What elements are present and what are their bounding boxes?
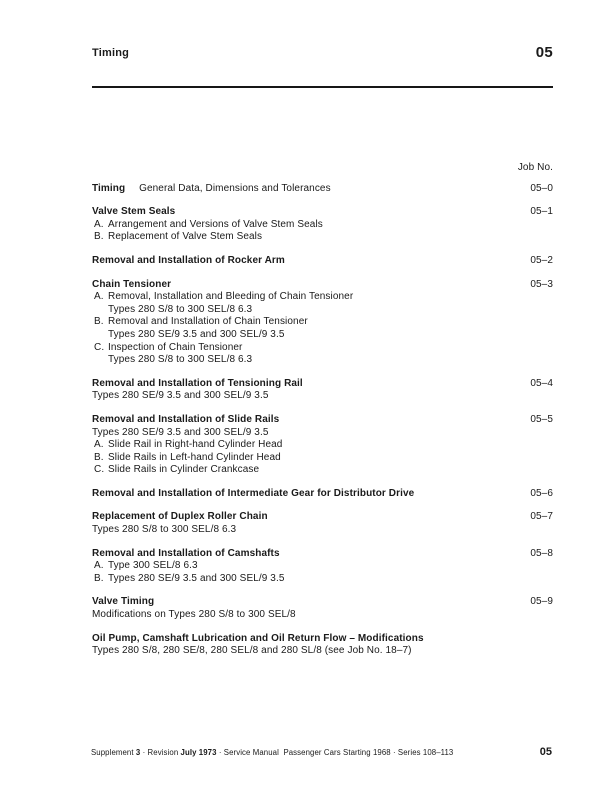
- line-text: Types 280 S/8 to 300 SEL/8 6.3: [92, 524, 237, 536]
- entry-heading: [92, 255, 553, 268]
- line-text: Types 280 S/8, 280 SE/8, 280 SEL/8 and 280 SL/8 (see Job No. 18–7): [92, 645, 412, 657]
- entry-line: [92, 609, 553, 622]
- entry-line: [92, 231, 553, 244]
- line-label: B.: [94, 231, 104, 243]
- toc-entry: [92, 183, 553, 196]
- entry-heading: [92, 511, 553, 524]
- line-text: Type 300 SEL/8 6.3: [108, 560, 198, 572]
- entry-heading: [92, 488, 553, 501]
- entry-title: Removal and Installation of Intermediate Gear for Distributor Drive: [92, 487, 415, 499]
- entry-line: [92, 354, 553, 367]
- footer-segment: · Service Manual Passenger Cars Starting 1968 · Series 108–113: [216, 748, 454, 757]
- page-header: [92, 44, 553, 61]
- entry-line: [92, 524, 553, 537]
- entry-title-suffix: General Data, Dimensions and Tolerances: [139, 182, 331, 194]
- toc-entries: [92, 183, 553, 658]
- line-text: Types 280 SE/9 3.5 and 300 SEL/9 3.5: [92, 426, 269, 438]
- entry-line: [92, 304, 553, 317]
- toc-entry: [92, 378, 553, 403]
- entry-heading: [92, 183, 553, 196]
- entry-line: [92, 427, 553, 440]
- toc-entry: [92, 279, 553, 367]
- footer-segment: 3: [135, 748, 141, 757]
- line-label: A.: [94, 560, 104, 572]
- entry-lines: [92, 645, 553, 658]
- entry-lines: [92, 390, 553, 403]
- footer-page-number: 05: [539, 746, 552, 758]
- entry-title: Chain Tensioner: [92, 278, 172, 290]
- toc-entry: [92, 414, 553, 477]
- entry-title: Removal and Installation of Tensioning Rail: [92, 377, 303, 389]
- line-text: Inspection of Chain Tensioner: [108, 341, 243, 353]
- job-no-label: Job No.: [517, 162, 553, 173]
- entry-lines: [92, 291, 553, 367]
- entry-line: [92, 645, 553, 658]
- entry-job-number: 05–3: [530, 278, 553, 290]
- line-text: Types 280 SE/9 3.5 and 300 SEL/9 3.5: [108, 572, 285, 584]
- toc-entry: [92, 206, 553, 244]
- section-number: 05: [535, 44, 553, 61]
- line-text: Removal, Installation and Bleeding of Chain Tensioner: [108, 291, 354, 303]
- entry-title: Valve Stem Seals: [92, 206, 176, 218]
- entry-line: [92, 452, 553, 465]
- line-label: A.: [94, 218, 104, 230]
- entry-job-number: 05–0: [530, 182, 553, 194]
- entry-lines: [92, 219, 553, 244]
- entry-title: Valve Timing: [92, 596, 155, 608]
- entry-line: [92, 390, 553, 403]
- entry-title: Timing: [92, 182, 126, 194]
- toc-entry: [92, 488, 553, 501]
- entry-line: [92, 329, 553, 342]
- entry-line: [92, 560, 553, 573]
- entry-job-number: 05–9: [530, 596, 553, 608]
- entry-line: [92, 219, 553, 232]
- entry-heading: [92, 596, 553, 609]
- entry-job-number: 05–1: [530, 206, 553, 218]
- entry-heading: [92, 633, 553, 646]
- line-label: B.: [94, 316, 104, 328]
- line-text: Modifications on Types 280 S/8 to 300 SEL/8: [92, 609, 296, 621]
- entry-heading: [92, 279, 553, 292]
- footer-segment: · Revision: [140, 748, 181, 757]
- line-label: A.: [94, 291, 104, 303]
- line-text: Types 280 S/8 to 300 SEL/8 6.3: [108, 303, 253, 315]
- page-footer: [91, 746, 552, 758]
- entry-line: [92, 291, 553, 304]
- line-label: A.: [94, 439, 104, 451]
- line-label: C.: [94, 464, 105, 476]
- entry-job-number: 05–4: [530, 377, 553, 389]
- entry-line: [92, 439, 553, 452]
- entry-lines: [92, 609, 553, 622]
- entry-job-number: 05–7: [530, 511, 553, 523]
- footer-text: [91, 747, 453, 758]
- header-rule: [92, 86, 553, 88]
- entry-lines: [92, 427, 553, 477]
- section-title: Timing: [92, 47, 130, 59]
- toc: [92, 162, 553, 669]
- toc-entry: [92, 255, 553, 268]
- line-text: Types 280 SE/9 3.5 and 300 SEL/9 3.5: [92, 390, 269, 402]
- line-label: C.: [94, 341, 105, 353]
- entry-line: [92, 342, 553, 355]
- entry-line: [92, 316, 553, 329]
- entry-job-number: 05–2: [530, 254, 553, 266]
- line-text: Slide Rails in Left-hand Cylinder Head: [108, 451, 281, 463]
- line-text: Slide Rail in Right-hand Cylinder Head: [108, 439, 283, 451]
- entry-lines: [92, 524, 553, 537]
- toc-entry: [92, 548, 553, 586]
- toc-entry: [92, 633, 553, 658]
- line-text: Types 280 SE/9 3.5 and 300 SEL/9 3.5: [108, 328, 285, 340]
- entry-heading: [92, 378, 553, 391]
- line-label: B.: [94, 572, 104, 584]
- line-text: Slide Rails in Cylinder Crankcase: [108, 464, 260, 476]
- footer-segment: July 1973: [180, 748, 217, 757]
- line-label: B.: [94, 451, 104, 463]
- line-text: Arrangement and Versions of Valve Stem Seals: [108, 218, 323, 230]
- entry-heading: [92, 206, 553, 219]
- entry-line: [92, 573, 553, 586]
- entry-title: Oil Pump, Camshaft Lubrication and Oil Return Flow – Modifications: [92, 632, 424, 644]
- entry-job-number: 05–8: [530, 547, 553, 559]
- toc-entry: [92, 596, 553, 621]
- entry-title: Removal and Installation of Slide Rails: [92, 413, 280, 425]
- entry-heading: [92, 414, 553, 427]
- entry-title: Removal and Installation of Rocker Arm: [92, 254, 285, 266]
- line-text: Removal and Installation of Chain Tensioner: [108, 316, 308, 328]
- line-text: Types 280 S/8 to 300 SEL/8 6.3: [108, 354, 253, 366]
- entry-heading: [92, 548, 553, 561]
- entry-line: [92, 464, 553, 477]
- entry-title: Replacement of Duplex Roller Chain: [92, 511, 268, 523]
- entry-title: Removal and Installation of Camshafts: [92, 547, 280, 559]
- line-text: Replacement of Valve Stem Seals: [108, 231, 263, 243]
- footer-segment: Supplement: [91, 748, 136, 757]
- entry-lines: [92, 560, 553, 585]
- entry-job-number: 05–5: [530, 413, 553, 425]
- toc-entry: [92, 511, 553, 536]
- entry-job-number: 05–6: [530, 487, 553, 499]
